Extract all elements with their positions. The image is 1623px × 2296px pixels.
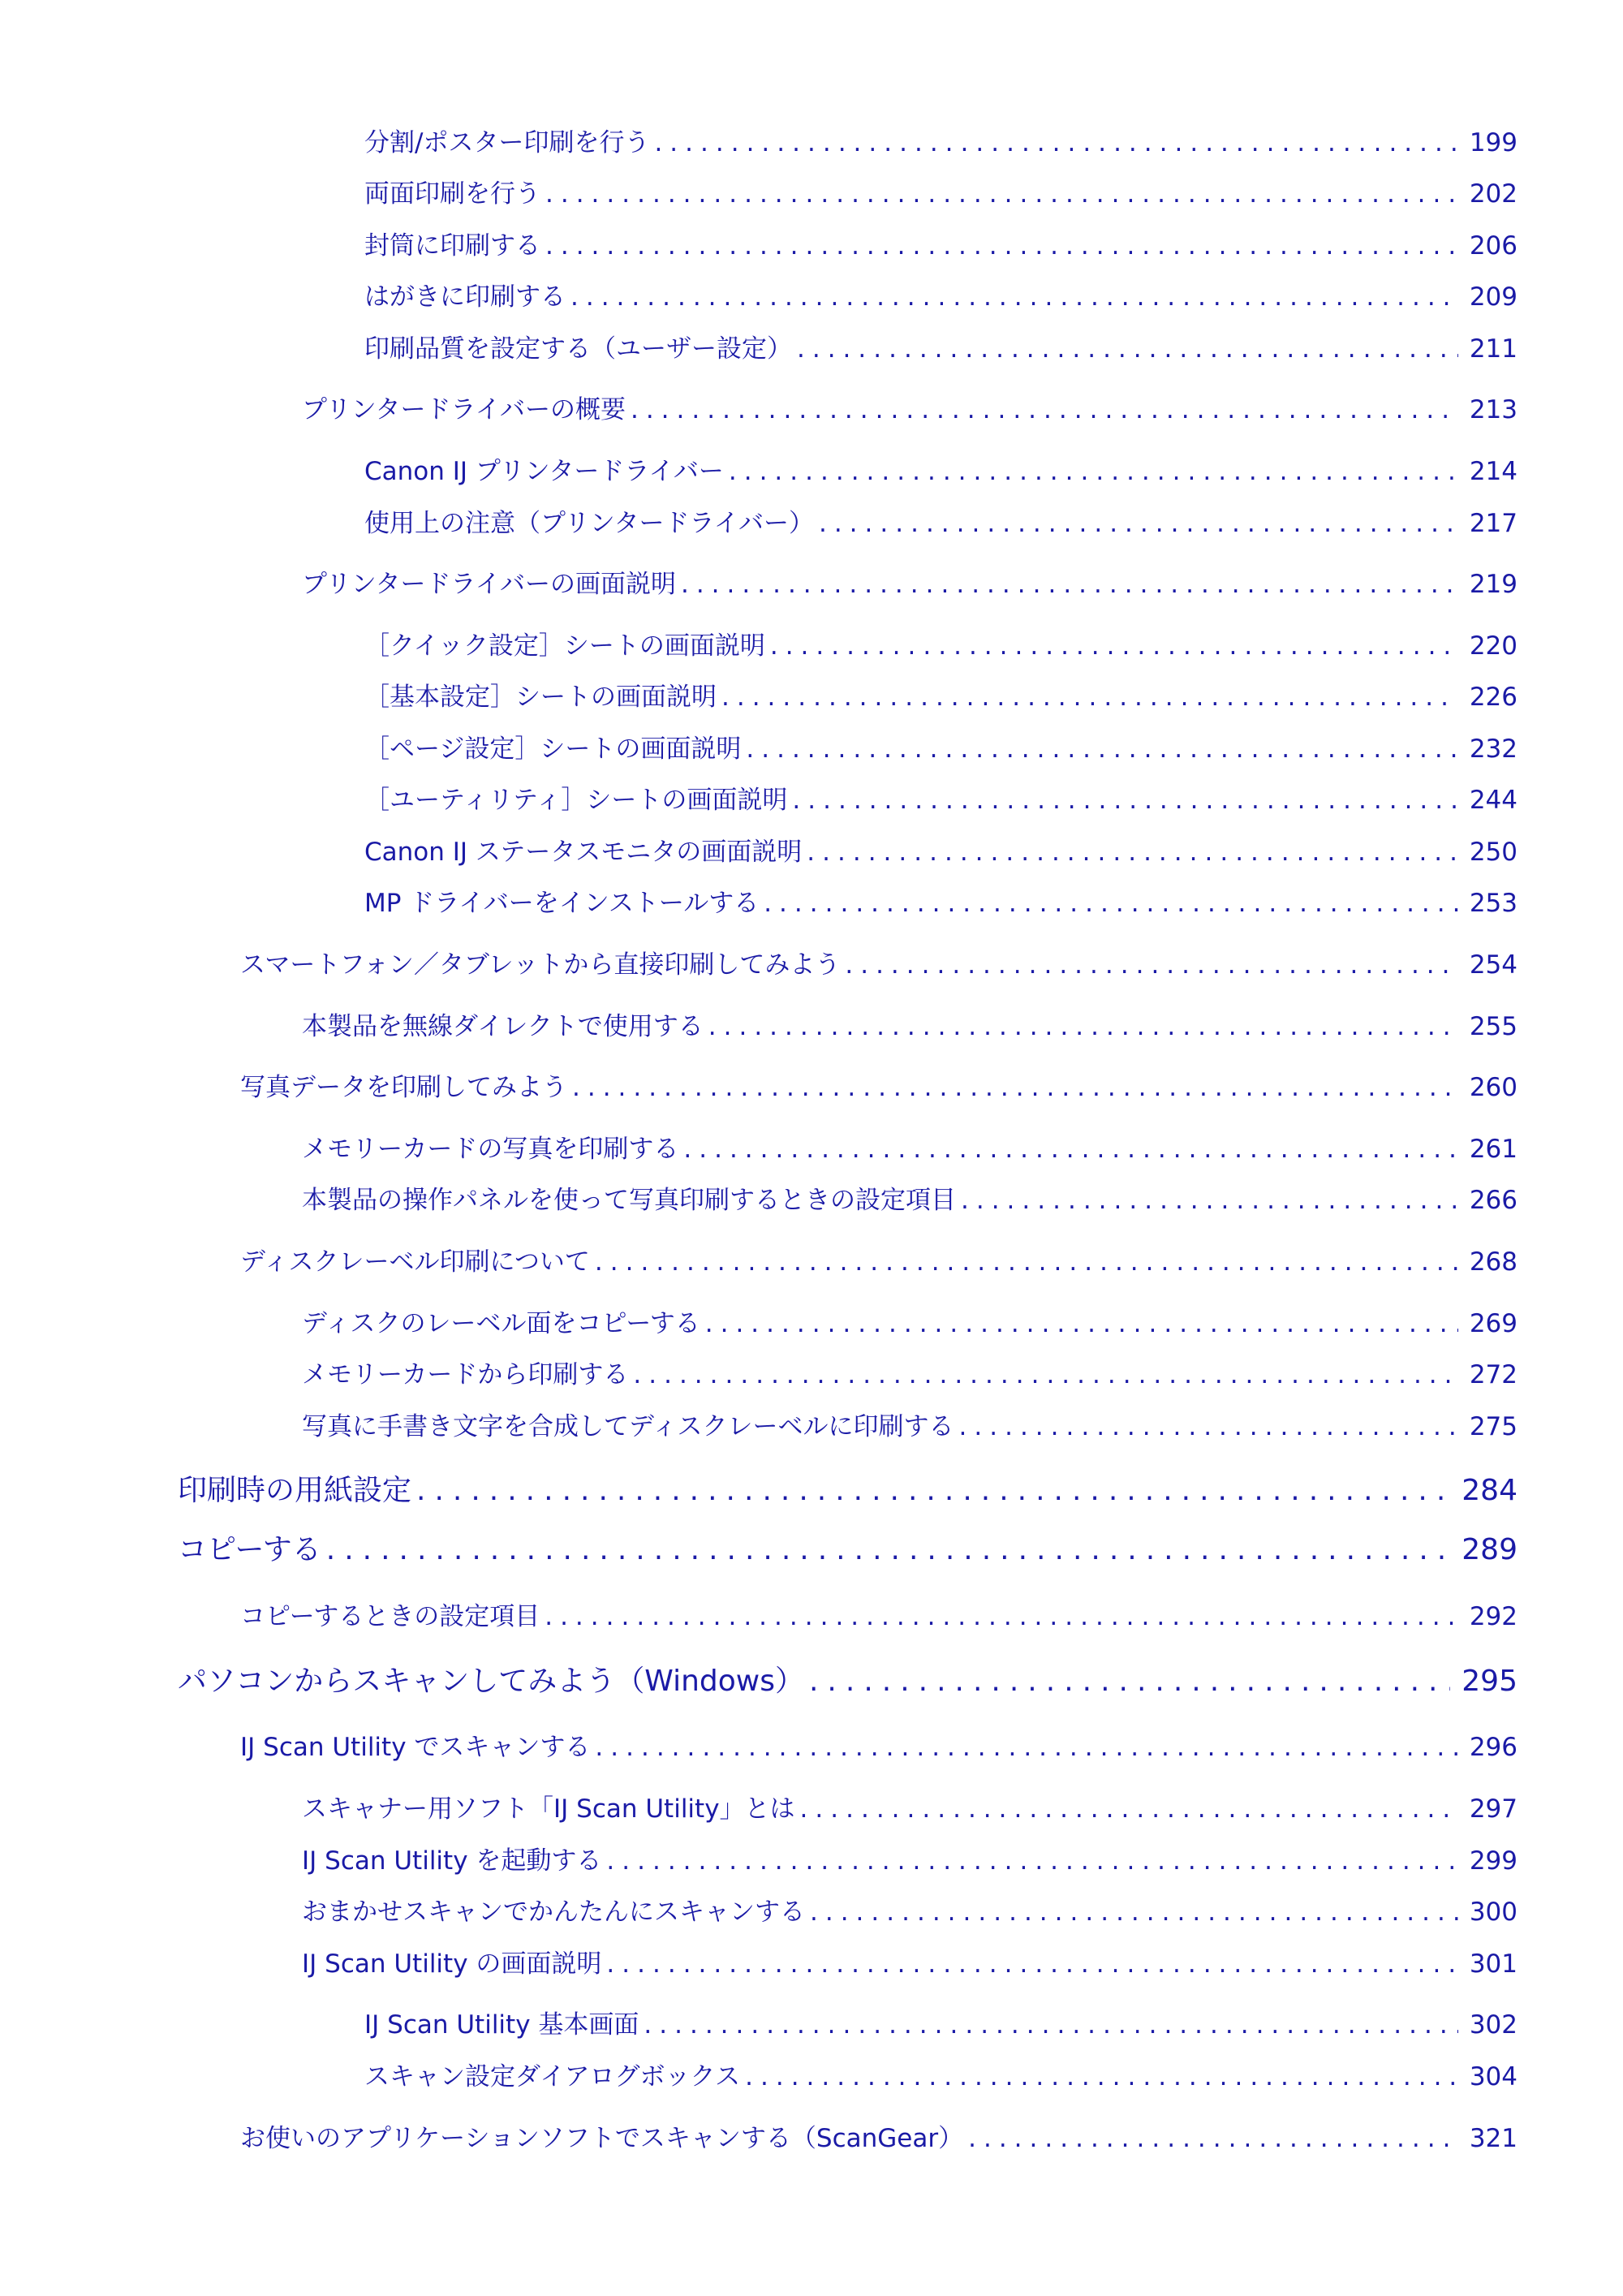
toc-entry-title: 印刷時の用紙設定: [178, 1474, 412, 1507]
toc-entry-page-number: 213: [1469, 395, 1518, 424]
toc-entry[interactable]: [240, 1596, 1518, 1631]
toc-entry[interactable]: [178, 1467, 1518, 1506]
toc-entry-title: はがきに印刷する: [364, 282, 566, 312]
toc-entry[interactable]: [302, 1303, 1518, 1338]
toc-entry-page-number: 296: [1469, 1733, 1518, 1762]
toc-dot-leader: [321, 1533, 1451, 1566]
toc-entry-page-number: 214: [1469, 457, 1518, 486]
toc-entry-title: IJ Scan Utility でスキャンする: [240, 1733, 591, 1762]
toc-entry-page-number: 300: [1469, 1898, 1518, 1927]
toc-entry-page-number: 202: [1469, 179, 1518, 209]
toc-entry[interactable]: [364, 2056, 1518, 2091]
toc-entry[interactable]: [364, 276, 1518, 312]
toc-entry-page-number: 219: [1469, 570, 1518, 599]
toc-entry[interactable]: [364, 450, 1518, 486]
toc-entry[interactable]: [364, 2004, 1518, 2040]
toc-entry-title: 使用上の注意（プリンタードライバー）: [364, 509, 814, 538]
toc-entry-page-number: 297: [1469, 1794, 1518, 1824]
toc-dot-leader: [963, 2124, 1458, 2153]
toc-entry-page-number: 250: [1469, 838, 1518, 867]
toc-dot-leader: [954, 1412, 1458, 1441]
toc-entry[interactable]: [240, 2117, 1518, 2153]
toc-dot-leader: [678, 1135, 1457, 1164]
toc-entry-page-number: 304: [1469, 2062, 1518, 2091]
toc-entry-title: 本製品を無線ダイレクトで使用する: [302, 1012, 704, 1041]
toc-entry-title: ［基本設定］シートの画面説明: [364, 683, 717, 712]
toc-entry-title: スマートフォン／タブレットから直接印刷してみよう: [240, 950, 841, 980]
toc-dot-leader: [411, 1474, 1450, 1507]
toc-entry-page-number: 266: [1469, 1186, 1518, 1215]
toc-entry[interactable]: [364, 328, 1518, 364]
toc-entry-page-number: 292: [1469, 1602, 1518, 1631]
toc-entry[interactable]: [302, 1943, 1518, 1979]
toc-entry[interactable]: [302, 1840, 1518, 1876]
toc-entry-title: Canon IJ プリンタードライバー: [364, 457, 724, 486]
toc-entry[interactable]: [302, 1406, 1518, 1441]
toc-entry-title: 両面印刷を行う: [364, 179, 540, 209]
toc-entry-title: パソコンからスキャンしてみよう（Windows）: [178, 1665, 804, 1698]
toc-dot-leader: [804, 1665, 1450, 1698]
toc-entry[interactable]: [240, 1066, 1518, 1102]
toc-dot-leader: [724, 457, 1458, 486]
toc-entry-page-number: 289: [1462, 1533, 1518, 1566]
toc-dot-leader: [590, 1733, 1457, 1762]
toc-dot-leader: [759, 889, 1458, 918]
toc-entry-title: ディスクレーベル印刷について: [240, 1247, 590, 1277]
toc-entry-title: Canon IJ ステータスモニタの画面説明: [364, 838, 803, 867]
toc-entry[interactable]: [302, 389, 1518, 424]
toc-dot-leader: [601, 1949, 1457, 1979]
toc-dot-leader: [765, 631, 1458, 661]
toc-entry-page-number: 217: [1469, 509, 1518, 538]
toc-dot-leader: [567, 1073, 1458, 1102]
toc-entry[interactable]: [302, 1179, 1518, 1215]
toc-entry[interactable]: [178, 1527, 1518, 1566]
toc-entry-title: スキャン設定ダイアログボックス: [364, 2062, 741, 2091]
toc-dot-leader: [540, 231, 1458, 261]
toc-entry-title: メモリーカードの写真を印刷する: [302, 1135, 679, 1164]
toc-entry-title: メモリーカードから印刷する: [302, 1360, 629, 1389]
toc-entry[interactable]: [364, 225, 1518, 261]
toc-entry-page-number: 244: [1469, 786, 1518, 815]
toc-entry[interactable]: [302, 1891, 1518, 1927]
toc-entry-page-number: 209: [1469, 282, 1518, 312]
toc-dot-leader: [805, 1898, 1458, 1927]
toc-entry-title: 写真に手書き文字を合成してディスクレーベルに印刷する: [302, 1412, 954, 1441]
toc-entry-title: 印刷品質を設定する（ユーザー設定）: [364, 334, 792, 364]
toc-entry-page-number: 260: [1469, 1073, 1518, 1102]
toc-dot-leader: [787, 786, 1457, 815]
toc-entry-title: ［ユーティリティ］シートの画面説明: [364, 786, 788, 815]
toc-entry[interactable]: [240, 1241, 1518, 1277]
toc-entry-page-number: 299: [1469, 1846, 1518, 1876]
toc-dot-leader: [590, 1247, 1458, 1277]
toc-entry-page-number: 199: [1469, 128, 1518, 157]
toc-dot-leader: [540, 179, 1458, 209]
toc-entry-title: MP ドライバーをインストールする: [364, 889, 760, 918]
toc-entry[interactable]: [302, 1006, 1518, 1041]
toc-entry-page-number: 302: [1469, 2010, 1518, 2040]
toc-entry-title: プリンタードライバーの画面説明: [302, 570, 676, 599]
toc-entry[interactable]: [178, 1658, 1518, 1697]
toc-entry[interactable]: [240, 1726, 1518, 1762]
toc-entry[interactable]: [364, 173, 1518, 209]
toc-entry-title: IJ Scan Utility を起動する: [302, 1846, 602, 1876]
toc-dot-leader: [704, 1012, 1458, 1041]
toc-dot-leader: [639, 2010, 1457, 2040]
toc-entry-title: ［ページ設定］シートの画面説明: [364, 734, 742, 764]
toc-entry-page-number: 272: [1469, 1360, 1518, 1389]
toc-entry-title: 分割/ポスター印刷を行う: [364, 128, 650, 157]
toc-entry[interactable]: [364, 625, 1518, 661]
toc-entry[interactable]: [364, 728, 1518, 764]
toc-entry-title: IJ Scan Utility の画面説明: [302, 1949, 602, 1979]
toc-entry[interactable]: [364, 122, 1518, 157]
toc-entry-title: スキャナー用ソフト「IJ Scan Utility」とは: [302, 1794, 795, 1824]
toc-dot-leader: [956, 1186, 1458, 1215]
toc-entry-page-number: 232: [1469, 734, 1518, 764]
toc-entry-title: おまかせスキャンでかんたんにスキャンする: [302, 1898, 805, 1927]
toc-dot-leader: [814, 509, 1458, 538]
toc-dot-leader: [792, 334, 1458, 364]
toc-entry-title: プリンタードライバーの概要: [302, 395, 626, 424]
toc-dot-leader: [649, 128, 1457, 157]
toc-entry-page-number: 226: [1469, 683, 1518, 712]
toc-dot-leader: [628, 1360, 1457, 1389]
toc-entry[interactable]: [302, 1788, 1518, 1824]
toc-entry-page-number: 206: [1469, 231, 1518, 261]
toc-entry-page-number: 321: [1469, 2124, 1518, 2153]
toc-entry-title: お使いのアプリケーションソフトでスキャンする（ScanGear）: [240, 2124, 964, 2153]
toc-entry-page-number: 254: [1469, 950, 1518, 980]
toc-entry-title: ［クイック設定］シートの画面説明: [364, 631, 765, 661]
toc-entry[interactable]: [302, 1354, 1518, 1389]
toc-dot-leader: [741, 734, 1457, 764]
toc-entry[interactable]: [364, 779, 1518, 815]
toc-entry-title: 封筒に印刷する: [364, 231, 540, 261]
toc-entry-page-number: 301: [1469, 1949, 1518, 1979]
toc-entry-title: 写真データを印刷してみよう: [240, 1073, 567, 1102]
toc-entry-page-number: 268: [1469, 1247, 1518, 1277]
toc-dot-leader: [676, 570, 1458, 599]
toc-dot-leader: [740, 2062, 1458, 2091]
toc-entry[interactable]: [364, 831, 1518, 867]
toc-entry[interactable]: [240, 944, 1518, 980]
toc-dot-leader: [700, 1309, 1458, 1338]
toc-dot-leader: [626, 395, 1458, 424]
toc-entry-page-number: 253: [1469, 889, 1518, 918]
toc-dot-leader: [840, 950, 1457, 980]
toc-entry-title: コピーする: [178, 1533, 321, 1566]
toc-entry[interactable]: [364, 882, 1518, 918]
toc-entry-page-number: 211: [1469, 334, 1518, 364]
toc-entry-page-number: 284: [1462, 1474, 1518, 1507]
toc-entry-page-number: 295: [1462, 1665, 1518, 1698]
toc-entry-page-number: 261: [1469, 1135, 1518, 1164]
toc-dot-leader: [566, 282, 1458, 312]
toc-entry-title: ディスクのレーベル面をコピーする: [302, 1309, 700, 1338]
toc-entry-title: IJ Scan Utility 基本画面: [364, 2010, 639, 2040]
toc-dot-leader: [540, 1602, 1458, 1631]
toc-dot-leader: [802, 838, 1458, 867]
toc-dot-leader: [795, 1794, 1458, 1824]
toc-entry-page-number: 269: [1469, 1309, 1518, 1338]
toc-entry[interactable]: [364, 676, 1518, 712]
toc-entry-page-number: 255: [1469, 1012, 1518, 1041]
toc-dot-leader: [717, 683, 1458, 712]
toc-entry[interactable]: [302, 1128, 1518, 1164]
toc-entry-page-number: 220: [1469, 631, 1518, 661]
toc-entry-page-number: 275: [1469, 1412, 1518, 1441]
toc-entry-title: 本製品の操作パネルを使って写真印刷するときの設定項目: [302, 1186, 956, 1215]
toc-entry-title: コピーするときの設定項目: [240, 1602, 540, 1631]
toc-entry[interactable]: [302, 563, 1518, 599]
toc-entry[interactable]: [364, 502, 1518, 538]
toc-dot-leader: [601, 1846, 1457, 1876]
